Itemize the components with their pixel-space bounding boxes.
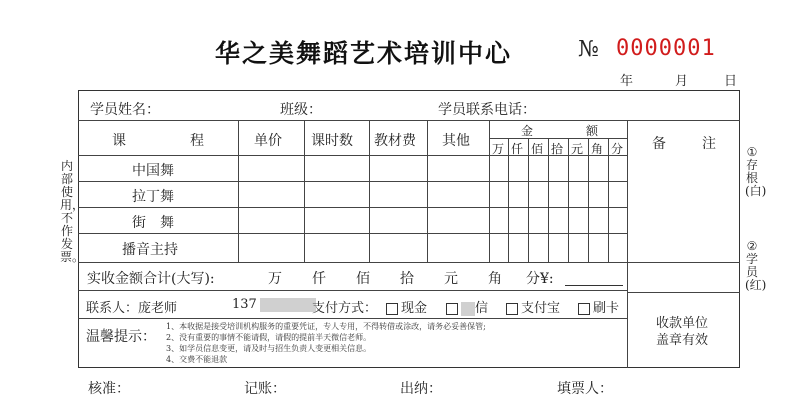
total-yen-underline xyxy=(565,285,623,286)
contact-phone-prefix: 137 xyxy=(232,297,257,312)
digit-divider xyxy=(568,138,569,262)
tip-line: 1、本收据是接受培训机构服务的重要凭证，专人专用，不得转借或涂改，请务必妥善保管; xyxy=(166,322,486,331)
tips-label: 温馨提示： xyxy=(86,329,156,345)
class-label: 班级： xyxy=(280,102,322,118)
unit-fen: 分 xyxy=(611,142,624,156)
remarks-header-char-2: 注 xyxy=(702,136,716,152)
payment-alipay-label: 支付宝 xyxy=(521,301,561,316)
tip-line: 2、没有重要的事情不能请假，请假的提前半天微信老师。 xyxy=(166,333,372,342)
unit-jiao: 角 xyxy=(591,142,604,156)
tip-line: 3、如学员信息变更，请及时与招生负责人变更相关信息。 xyxy=(166,344,372,353)
row-divider xyxy=(78,290,627,291)
amount-header-char-2: 额 xyxy=(586,124,599,138)
unit-yuan: 元 xyxy=(571,142,584,156)
internal-use-note: 内部使用，不作发票。 xyxy=(60,159,85,264)
tip-line: 4、交费不能退款 xyxy=(166,355,228,364)
col-divider xyxy=(489,120,490,262)
digit-divider xyxy=(588,138,589,262)
date-month-label: 月 xyxy=(675,74,689,89)
payment-wechat-label: 信 xyxy=(475,301,489,316)
col-divider xyxy=(627,120,628,368)
col-divider xyxy=(304,120,305,262)
total-unit-bai: 佰 xyxy=(356,271,370,287)
row-divider xyxy=(78,262,740,263)
unit-qian: 仟 xyxy=(511,142,524,156)
payment-alipay-option[interactable] xyxy=(506,297,560,316)
total-amount-label: 实收金额合计(大写): xyxy=(87,271,215,287)
course-header-char-2: 程 xyxy=(190,133,204,149)
col-divider xyxy=(238,120,239,262)
unit-wan: 万 xyxy=(492,142,505,156)
row-divider xyxy=(78,233,627,234)
col-divider xyxy=(369,120,370,262)
course-name: 街 舞 xyxy=(132,215,174,231)
course-header-char-1: 课 xyxy=(112,133,126,149)
row-divider xyxy=(78,155,627,156)
total-unit-jiao: 角 xyxy=(488,271,502,287)
stamp-divider xyxy=(627,292,740,293)
checkbox-icon[interactable] xyxy=(506,303,518,315)
cashier-signature-label: 出纳： xyxy=(400,381,442,397)
amount-header-char-1: 金 xyxy=(521,124,534,138)
digit-divider xyxy=(508,138,509,262)
payment-card-option[interactable] xyxy=(578,297,619,316)
review-signature-label: 核准： xyxy=(88,381,130,397)
total-unit-yuan: 元 xyxy=(444,271,458,287)
copy-name-1: 存根(白) xyxy=(745,158,767,198)
unit-bai: 佰 xyxy=(531,142,544,156)
digit-divider xyxy=(548,138,549,262)
total-unit-fen-yen: 分¥: xyxy=(526,271,554,287)
row-divider xyxy=(78,318,627,319)
hours-header: 课时数 xyxy=(311,133,353,149)
material-fee-header: 教材费 xyxy=(374,133,416,149)
payment-cash-option[interactable] xyxy=(386,297,427,316)
stamp-line-1: 收款单位 xyxy=(656,316,709,331)
student-phone-label: 学员联系电话： xyxy=(438,102,536,118)
total-unit-wan: 万 xyxy=(268,271,282,287)
row-divider xyxy=(78,207,627,208)
checkbox-icon[interactable] xyxy=(578,303,590,315)
bookkeeping-signature-label: 记账： xyxy=(244,381,286,397)
other-header: 其他 xyxy=(442,133,470,149)
course-name: 中国舞 xyxy=(132,163,174,179)
checkbox-icon[interactable] xyxy=(386,303,398,315)
payment-method-label: 支付方式： xyxy=(312,301,378,316)
remarks-header-char-1: 备 xyxy=(652,136,666,152)
course-name: 拉丁舞 xyxy=(132,189,174,205)
wechat-redaction xyxy=(461,302,475,316)
digit-divider xyxy=(608,138,609,262)
payment-card-label: 刷卡 xyxy=(593,301,620,316)
payment-wechat-option[interactable] xyxy=(446,297,488,316)
course-name: 播音主持 xyxy=(122,242,178,258)
amount-subheader-divider xyxy=(489,138,627,139)
contact-phone xyxy=(232,297,316,312)
copy-number-1: ① xyxy=(746,145,758,159)
copy-number-2: ② xyxy=(746,239,758,253)
number-symbol: № xyxy=(578,37,599,62)
receipt-title: 华之美舞蹈艺术培训中心 xyxy=(215,39,513,68)
unit-shi: 拾 xyxy=(551,142,564,156)
date-year-label: 年 xyxy=(620,74,634,89)
row-divider xyxy=(78,120,740,121)
row-divider xyxy=(78,181,627,182)
stamp-line-2: 盖章有效 xyxy=(656,333,709,348)
payment-cash-label: 现金 xyxy=(401,301,428,316)
student-name-label: 学员姓名： xyxy=(90,102,160,118)
col-divider xyxy=(427,120,428,262)
checkbox-icon[interactable] xyxy=(446,303,458,315)
copy-label-stub xyxy=(745,145,767,198)
receipt-number: 0000001 xyxy=(616,36,716,61)
copy-label-student xyxy=(745,239,767,292)
drawer-signature-label: 填票人： xyxy=(557,381,613,397)
unit-price-header: 单价 xyxy=(254,133,282,149)
contact-person: 联系人：庞老师 xyxy=(86,301,178,316)
date-day-label: 日 xyxy=(724,74,738,89)
total-unit-shi: 拾 xyxy=(400,271,414,287)
total-unit-qian: 仟 xyxy=(312,271,326,287)
digit-divider xyxy=(528,138,529,262)
copy-name-2: 学员(红) xyxy=(745,252,767,292)
phone-redaction xyxy=(260,298,316,312)
